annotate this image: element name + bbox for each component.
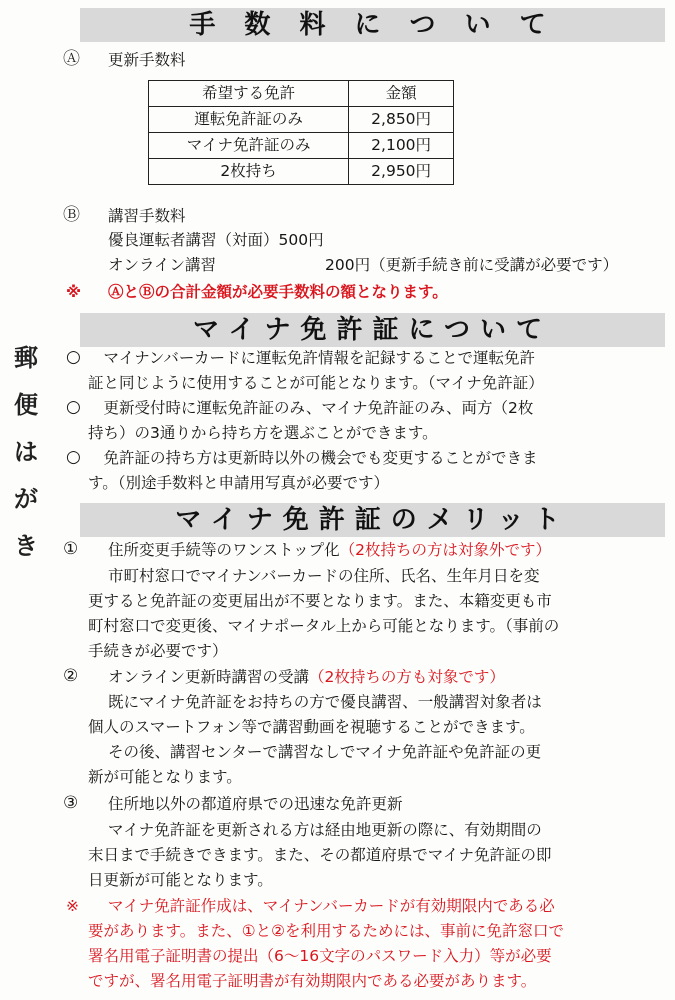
table-row (149, 107, 454, 133)
merit-3-line: 末日まで手続きできます。また、その都道府県でマイナ免許証の即 (88, 846, 552, 864)
fee-total-note: ⒶとⒷの合計金額が必要手数料の額となります。 (108, 283, 448, 301)
merit-2-line: その後、講習センターで講習なしでマイナ免許証や免許証の更 (108, 743, 542, 761)
merit-2-line: 既にマイナ免許証をお持ちの方で優良講習、一般講習対象者は (108, 693, 542, 711)
merit-1-line: 更すると免許証の変更届出が不要となります。また、本籍変更も市 (88, 592, 552, 610)
table-cell: 2枚持ち (149, 159, 349, 185)
merit-2-note: （2枚持ちの方も対象です） (309, 668, 505, 686)
merit-1-line: 手続きが必要です） (88, 642, 228, 660)
sidebar-char: き (14, 532, 38, 560)
fee-b-marker: Ⓑ (63, 205, 80, 225)
merit-1-title: 住所変更手続等のワンストップ化 (108, 541, 340, 559)
fee-b-label: 講習手数料 (108, 207, 186, 225)
table-row (149, 159, 454, 185)
table-row (149, 133, 454, 159)
merit-1-note: （2枚持ちの方は対象外です） (339, 541, 551, 559)
merits-section-title: マイナ免許証のメリット (175, 504, 570, 535)
merit-1-line: 町村窓口で変更後、マイナポータル上から可能となります。（事前の (88, 617, 560, 635)
sidebar-char: 郵 (14, 344, 38, 372)
fee-b-online-label: オンライン講習 (108, 256, 217, 274)
footnote-line: マイナ免許証作成は、マイナンバーカードが有効期限内である必 (108, 897, 555, 915)
merit-3-title: 住所地以外の都道府県での迅速な免許更新 (108, 795, 403, 813)
sidebar-char: は (14, 438, 38, 466)
table-cell: 運転免許証のみ (149, 107, 349, 133)
merit-3-marker: ③ (63, 793, 79, 813)
table-header-cell: 希望する免許 (149, 81, 349, 107)
card-item-line: 免許証の持ち方は更新時以外の機会でも変更することができま (88, 449, 538, 467)
fees-section-title: 手 数 料 に つ い て (189, 9, 556, 40)
merits-section-banner (80, 503, 665, 537)
fees-section-banner (80, 8, 665, 42)
table-cell: 2,100円 (349, 133, 454, 159)
card-item-line: 更新受付時に運転免許証のみ、マイナ免許証のみ、両方（2枚 (88, 399, 534, 417)
card-item-line: す。（別途手数料と申請用写真が必要です） (88, 474, 390, 492)
sidebar-char: が (14, 485, 38, 513)
footnote-line: 署名用電子証明書の提出（6～16文字のパスワード入力）等が必要 (88, 947, 552, 965)
merit-1-heading (108, 540, 551, 561)
merit-1-line: 市町村窓口でマイナンバーカードの住所、氏名、生年月日を変 (108, 567, 540, 585)
table-header-cell: 金額 (349, 81, 454, 107)
merit-2-heading (108, 667, 505, 688)
merit-1-marker: ① (63, 539, 79, 559)
card-item-line: 持ち）の3通りから持ち方を選ぶことができます。 (88, 424, 438, 442)
fee-note-marker: ※ (66, 283, 82, 301)
bullet-marker: ○ (66, 397, 81, 417)
fee-b-line1: 優良運転者講習（対面）500円 (108, 231, 324, 249)
card-item-line: 証と同じように使用することが可能となります。（マイナ免許証） (88, 374, 544, 392)
card-section-banner (80, 313, 665, 347)
sidebar-char: 便 (14, 391, 38, 419)
table-cell: 2,850円 (349, 107, 454, 133)
table-cell: 2,950円 (349, 159, 454, 185)
merit-2-line: 新が可能となります。 (88, 768, 242, 786)
renewal-fee-table (148, 80, 454, 185)
merit-3-line: マイナ免許証を更新される方は経由地更新の際に、有効期間の (108, 821, 542, 839)
bullet-marker: ○ (66, 447, 81, 467)
fee-a-label: 更新手数料 (108, 51, 186, 69)
postcard-vertical-label (6, 344, 46, 583)
footnote-line: 要があります。また、①と②を利用するためには、事前に免許窓口で (88, 922, 565, 940)
table-header-row (149, 81, 454, 107)
card-item-line: マイナンバーカードに運転免許情報を記録することで運転免許 (88, 349, 536, 367)
fee-a-marker: Ⓐ (63, 49, 80, 69)
merit-2-line: 個人のスマートフォン等で講習動画を視聴することができます。 (88, 718, 535, 736)
table-cell: マイナ免許証のみ (149, 133, 349, 159)
merit-3-line: 日更新が可能となります。 (88, 871, 273, 889)
footnote-line: ですが、署名用電子証明書が有効期限内である必要があります。 (88, 972, 537, 990)
merit-2-marker: ② (63, 666, 79, 686)
fee-b-online-value: 200円（更新手続き前に受講が必要です） (325, 256, 619, 274)
merit-2-title: オンライン更新時講習の受講 (108, 668, 310, 686)
bullet-marker: ○ (66, 347, 81, 367)
footnote-marker: ※ (66, 897, 79, 915)
card-section-title: マイナ免許証について (193, 314, 552, 345)
